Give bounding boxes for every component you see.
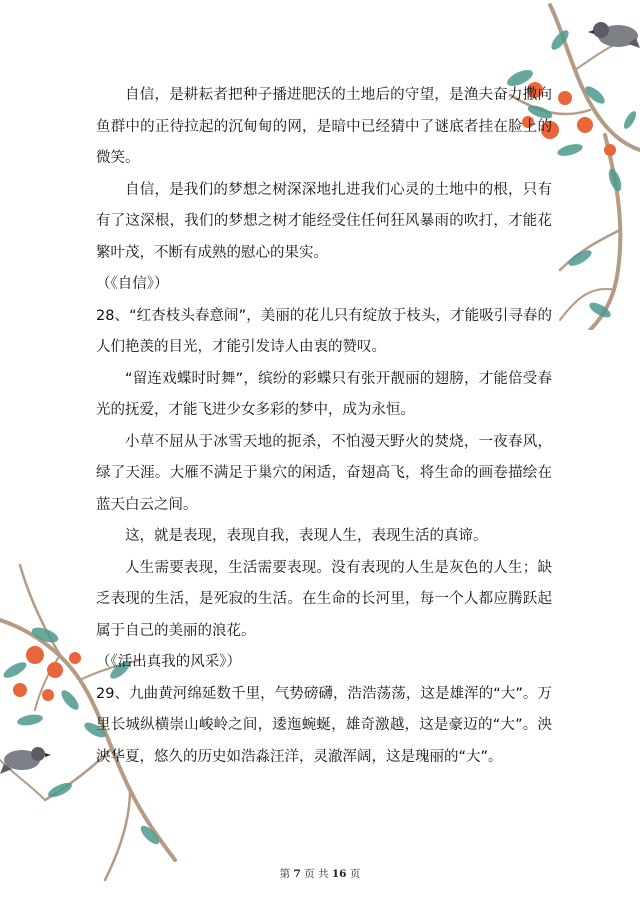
paragraph: 29、九曲黄河绵延数千里，气势磅礴，浩浩荡荡，这是雄浑的“大”。万里长城纵横崇山峻岭之间，逶迤蜿蜒，雄奇激越，这是豪迈的“大”。泱泱华夏，悠久的历史如浩淼汪洋，灵澈浑阔，这是瑰丽的“大”。 [96, 685, 552, 765]
footer-middle: 页 共 [304, 868, 329, 880]
paragraph: 自信，是我们的梦想之树深深地扎进我们心灵的土地中的根，只有有了这深根，我们的梦想之树才能经受住任何狂风暴雨的吹打，才能花繁叶茂，不断有成熟的慰心的果实。 [96, 181, 552, 261]
paragraph: 28、“红杏枝头春意闹”，美丽的花儿只有绽放于枝头，才能吸引寻春的人们艳羡的目光，才能引发诗人由衷的赞叹。 [96, 307, 552, 355]
footer-prefix: 第 [279, 868, 291, 880]
article-body [96, 80, 552, 773]
footer-page-number: 7 [293, 868, 301, 880]
footer-total-pages: 16 [331, 868, 347, 880]
page-footer [0, 866, 640, 881]
paragraph: 这，就是表现，表现自我，表现人生，表现生活的真谛。 [125, 528, 488, 544]
footer-suffix: 页 [349, 868, 361, 880]
paragraph: 小草不屈从于冰雪天地的扼杀，不怕漫天野火的焚烧，一夜春风，绿了天涯。大雁不满足于巢穴的闲适，奋翅高飞，将生命的画卷描绘在蓝天白云之间。 [96, 433, 552, 513]
bird-icon [588, 22, 640, 48]
paragraph: （《活出真我的风采》） [96, 654, 241, 670]
paragraph: 自信，是耕耘者把种子播进肥沃的土地后的守望，是渔夫奋力撒向鱼群中的正待拉起的沉甸甸的网，是暗中已经猜中了谜底者挂在脸上的微笑。 [96, 87, 552, 166]
paragraph: “留连戏蝶时时舞”，缤纷的彩蝶只有张开靓丽的翅膀，才能倍受春光的抚爱，才能飞进少女多彩的梦中，成为永恒。 [96, 370, 552, 418]
bird-icon [0, 747, 51, 774]
paragraph: 人生需要表现，生活需要表现。没有表现的人生是灰色的人生；缺乏表现的生活，是死寂的生活。在生命的长河里，每一个人都应腾跃起属于自己的美丽的浪花。 [96, 559, 552, 639]
paragraph: （《自信》） [96, 276, 169, 292]
